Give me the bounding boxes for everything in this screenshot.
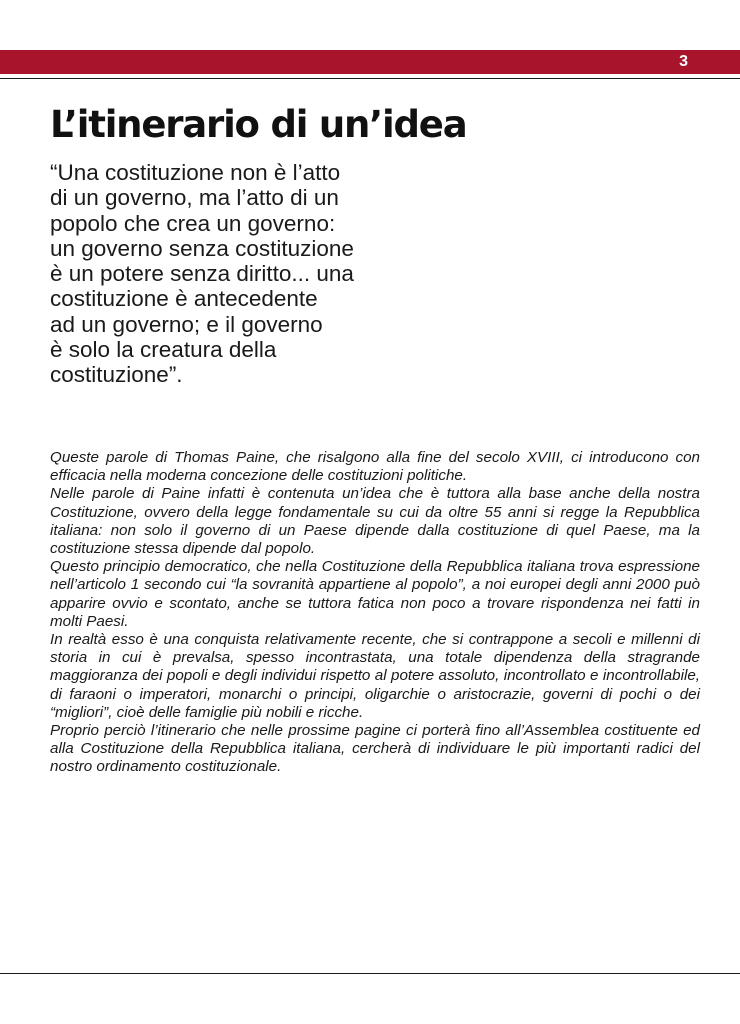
quote-line: costituzione”. bbox=[50, 362, 183, 388]
quote-line: un governo senza costituzione bbox=[50, 235, 354, 261]
quote-line: popolo che crea un governo: bbox=[50, 210, 336, 236]
body-text bbox=[50, 449, 700, 777]
quote-line: costituzione è antecedente bbox=[50, 286, 318, 312]
page-title: L’itinerario di un’idea bbox=[50, 103, 467, 146]
page-number: 3 bbox=[679, 53, 688, 70]
body-paragraph: Nelle parole di Paine infatti è contenuta un’idea che è tuttora alla base anche della nostra Costituzione, ovvero della legge fondamentale su cui da oltre 55 anni si regge la Repubblica italiana: non solo il governo di un Paese dipende dalla costituzione di quel Paese, ma la costituzione stessa dipende dal popolo. bbox=[50, 485, 700, 558]
quote-line: è un potere senza diritto... una bbox=[50, 261, 354, 287]
quote-line: “Una costituzione non è l’atto bbox=[50, 160, 341, 185]
header-band bbox=[0, 50, 740, 74]
footer-rule bbox=[0, 973, 740, 974]
body-paragraph: Proprio perciò l’itinerario che nelle prossime pagine ci porterà fino all’Assemblea costituente ed alla Costituzione della Repubblica italiana, cercherà di individuare le più importanti radici del nostro ordinamento costituzionale. bbox=[50, 722, 700, 776]
body-paragraph: Questo principio democratico, che nella Costituzione della Repubblica italiana trova espressione nell’articolo 1 secondo cui “la sovranità appartiene al popolo”, a noi europei degli anni 2000 può apparire ovvio e scontato, anche se tuttora fatica non poco a trovare rispondenza nei fatti in molti Paesi. bbox=[50, 558, 700, 630]
quote-line: di un governo, ma l’atto di un bbox=[50, 185, 339, 211]
header-rule bbox=[0, 78, 740, 79]
body-paragraph: Queste parole di Thomas Paine, che risalgono alla fine del secolo XVIII, ci introducono con efficacia nella moderna concezione delle costituzioni politiche. bbox=[50, 449, 700, 485]
quote-line: ad un governo; e il governo bbox=[50, 311, 323, 337]
quote-line: è solo la creatura della bbox=[50, 337, 277, 363]
paine-quote bbox=[50, 160, 380, 388]
body-paragraph: In realtà esso è una conquista relativamente recente, che si contrappone a secoli e millenni di storia in cui è prevalsa, spesso incontrastata, una totale dipendenza della stragrande maggioranza dei popoli e degli individui rispetto al potere assoluto, incontrollato e incontrollabile, di faraoni o imperatori, monarchi o principi, oligarchie o aristocrazie, governi di pochi o dei “migliori”, cioè delle famiglie più nobili e ricche. bbox=[50, 631, 700, 721]
